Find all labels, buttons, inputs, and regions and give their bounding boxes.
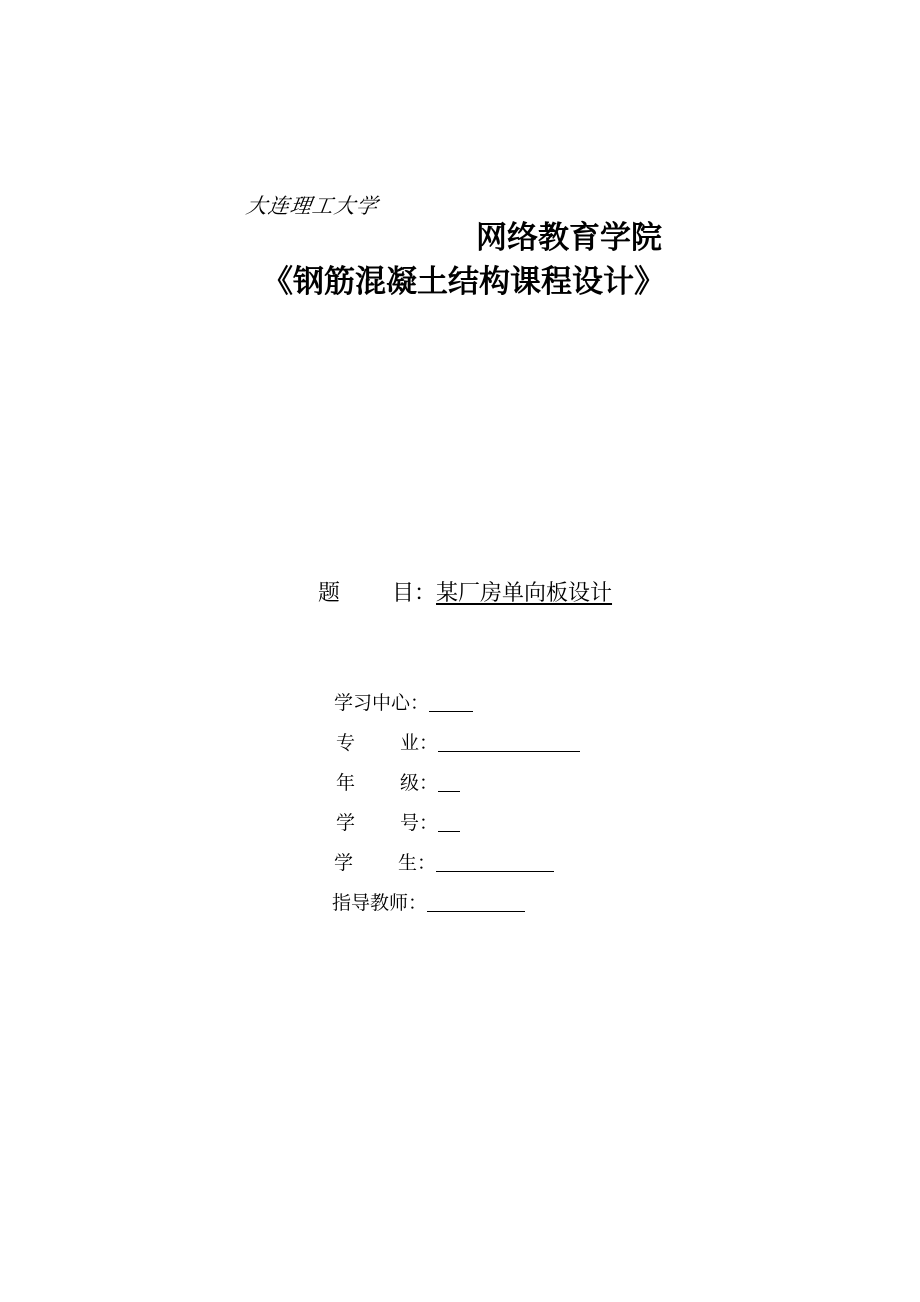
student-id-label-first: 学 <box>336 812 356 834</box>
grade-label-first: 年 <box>336 772 356 794</box>
topic-value: 某厂房单向板设计 <box>436 581 613 606</box>
student-label-first: 学 <box>334 852 354 874</box>
grade-blank <box>438 773 460 792</box>
student-blank <box>436 853 554 872</box>
student-id-line <box>336 812 460 835</box>
university-logo <box>245 196 380 217</box>
logo-text: 大连理工大学 <box>244 194 380 218</box>
study-center-label: 学习中心： <box>334 692 430 714</box>
student-id-blank <box>438 813 460 832</box>
topic-line <box>318 581 612 607</box>
topic-label-first: 题 <box>318 581 341 606</box>
grade-line <box>336 772 460 795</box>
course-title: 《钢筋混凝土结构课程设计》 <box>262 264 665 300</box>
major-line <box>336 732 580 755</box>
grade-label-second: 级： <box>400 772 439 794</box>
study-center-blank <box>429 693 473 712</box>
major-label-second: 业： <box>400 732 439 754</box>
advisor-line <box>332 892 525 915</box>
college-name: 网络教育学院 <box>476 220 662 256</box>
major-label-first: 专 <box>336 732 356 754</box>
student-label-second: 生： <box>398 852 437 874</box>
study-center-line <box>334 692 473 715</box>
advisor-blank <box>427 893 525 912</box>
topic-label-second: 目： <box>392 581 437 606</box>
student-line <box>334 852 554 875</box>
advisor-label: 指导教师： <box>332 892 428 914</box>
major-blank <box>438 733 580 752</box>
student-id-label-second: 号： <box>400 812 439 834</box>
